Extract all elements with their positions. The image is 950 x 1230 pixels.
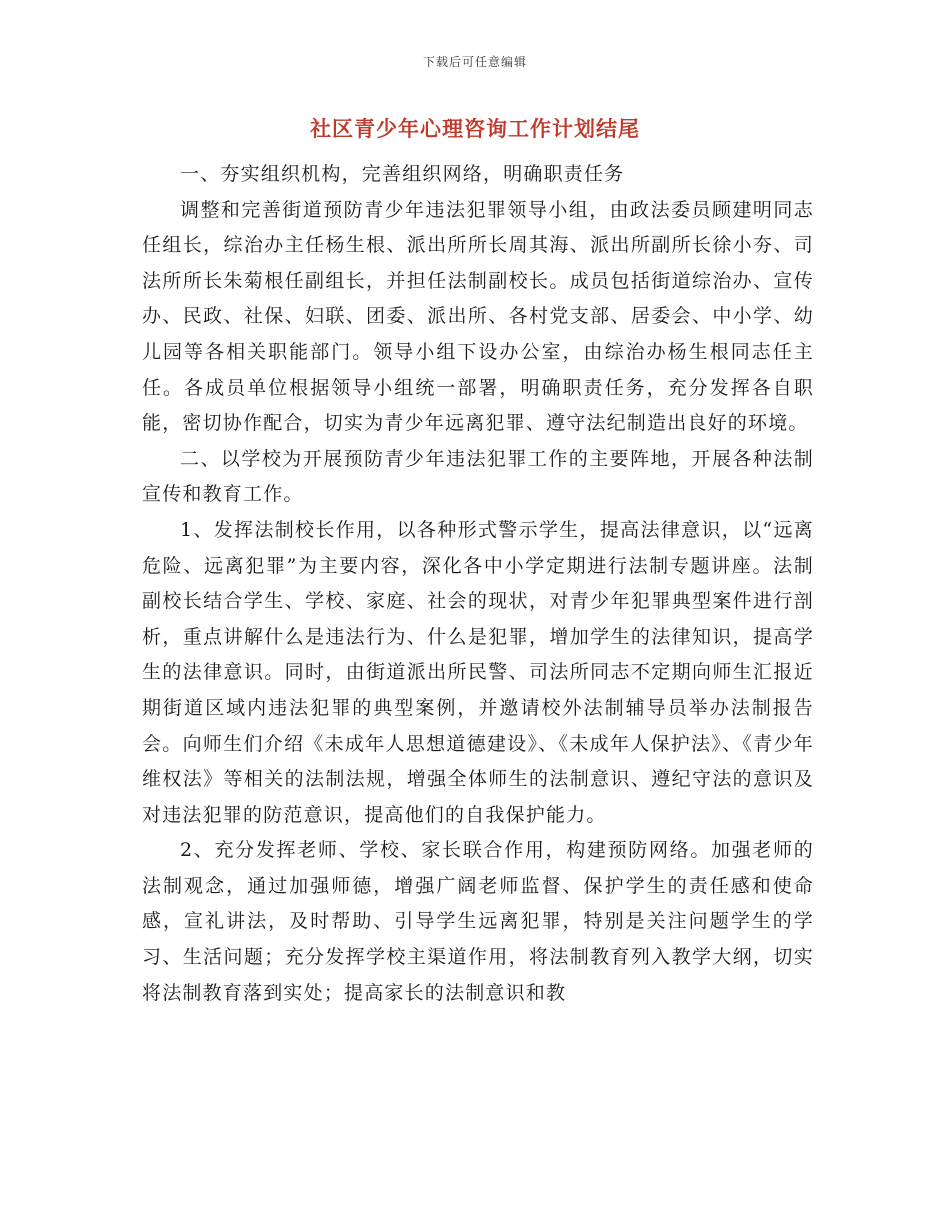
paragraph-organization: 调整和完善街道预防青少年违法犯罪领导小组，由政法委员顾建明同志任组长，综治办主任杨生根、派出所所长周其海、派出所副所长徐小夯、司法所所长朱菊根任副组长，并担任法制副校长。成员包括街道综治办、宣传办、民政、社保、妇联、团委、派出所、各村党支部、居委会、中小学、幼儿园等各相关职能部门。领导小组下设办公室，由综治办杨生根同志任主任。各成员单位根据领导小组统一部署，明确职责任务，充分发挥各自职能，密切协作配合，切实为青少年远离犯罪、遵守法纪制造出良好的环境。 <box>142 198 814 435</box>
header-note: 下载后可任意编辑 <box>422 55 527 69</box>
document-title: 社区青少年心理咨询工作计划结尾 <box>310 116 640 141</box>
document-body <box>142 157 814 1011</box>
paragraph-item-2: 2、充分发挥老师、学校、家长联合作用，构建预防网络。加强老师的法制观念，通过加强师德，增强广阔老师监督、保护学生的责任感和使命感，宣礼讲法，及时帮助、引导学生远离犯罪，特别是关注问题学生的学习、生活问题；充分发挥学校主渠道作用，将法制教育列入教学大纲，切实将法制教育落到实处；提高家长的法制意识和教 <box>142 839 814 1004</box>
paragraph-item-1: 1、发挥法制校长作用，以各种形式警示学生，提高法律意识，以“远离危险、远离犯罪”为主要内容，深化各中小学定期进行法制专题讲座。法制副校长结合学生、学校、家庭、社会的现状，对青少年犯罪典型案件进行剖析，重点讲解什么是违法行为、什么是犯罪，增加学生的法律知识，提高学生的法律意识。同时，由街道派出所民警、司法所同志不定期向师生汇报近期街道区域内违法犯罪的典型案例，并邀请校外法制辅导员举办法制报告会。向师生们介绍《未成年人思想道德建设》、《未成年人保护法》、《青少年维权法》等相关的法制法规，增强全体师生的法制意识、遵纪守法的意识及对违法犯罪的防范意识，提高他们的自我保护能力。 <box>142 518 814 826</box>
section-heading-1: 一、夯实组织机构，完善组织网络，明确职责任务 <box>180 163 625 185</box>
section-heading-2: 二、以学校为开展预防青少年违法犯罪工作的主要阵地，开展各种法制宣传和教育工作。 <box>142 447 814 506</box>
